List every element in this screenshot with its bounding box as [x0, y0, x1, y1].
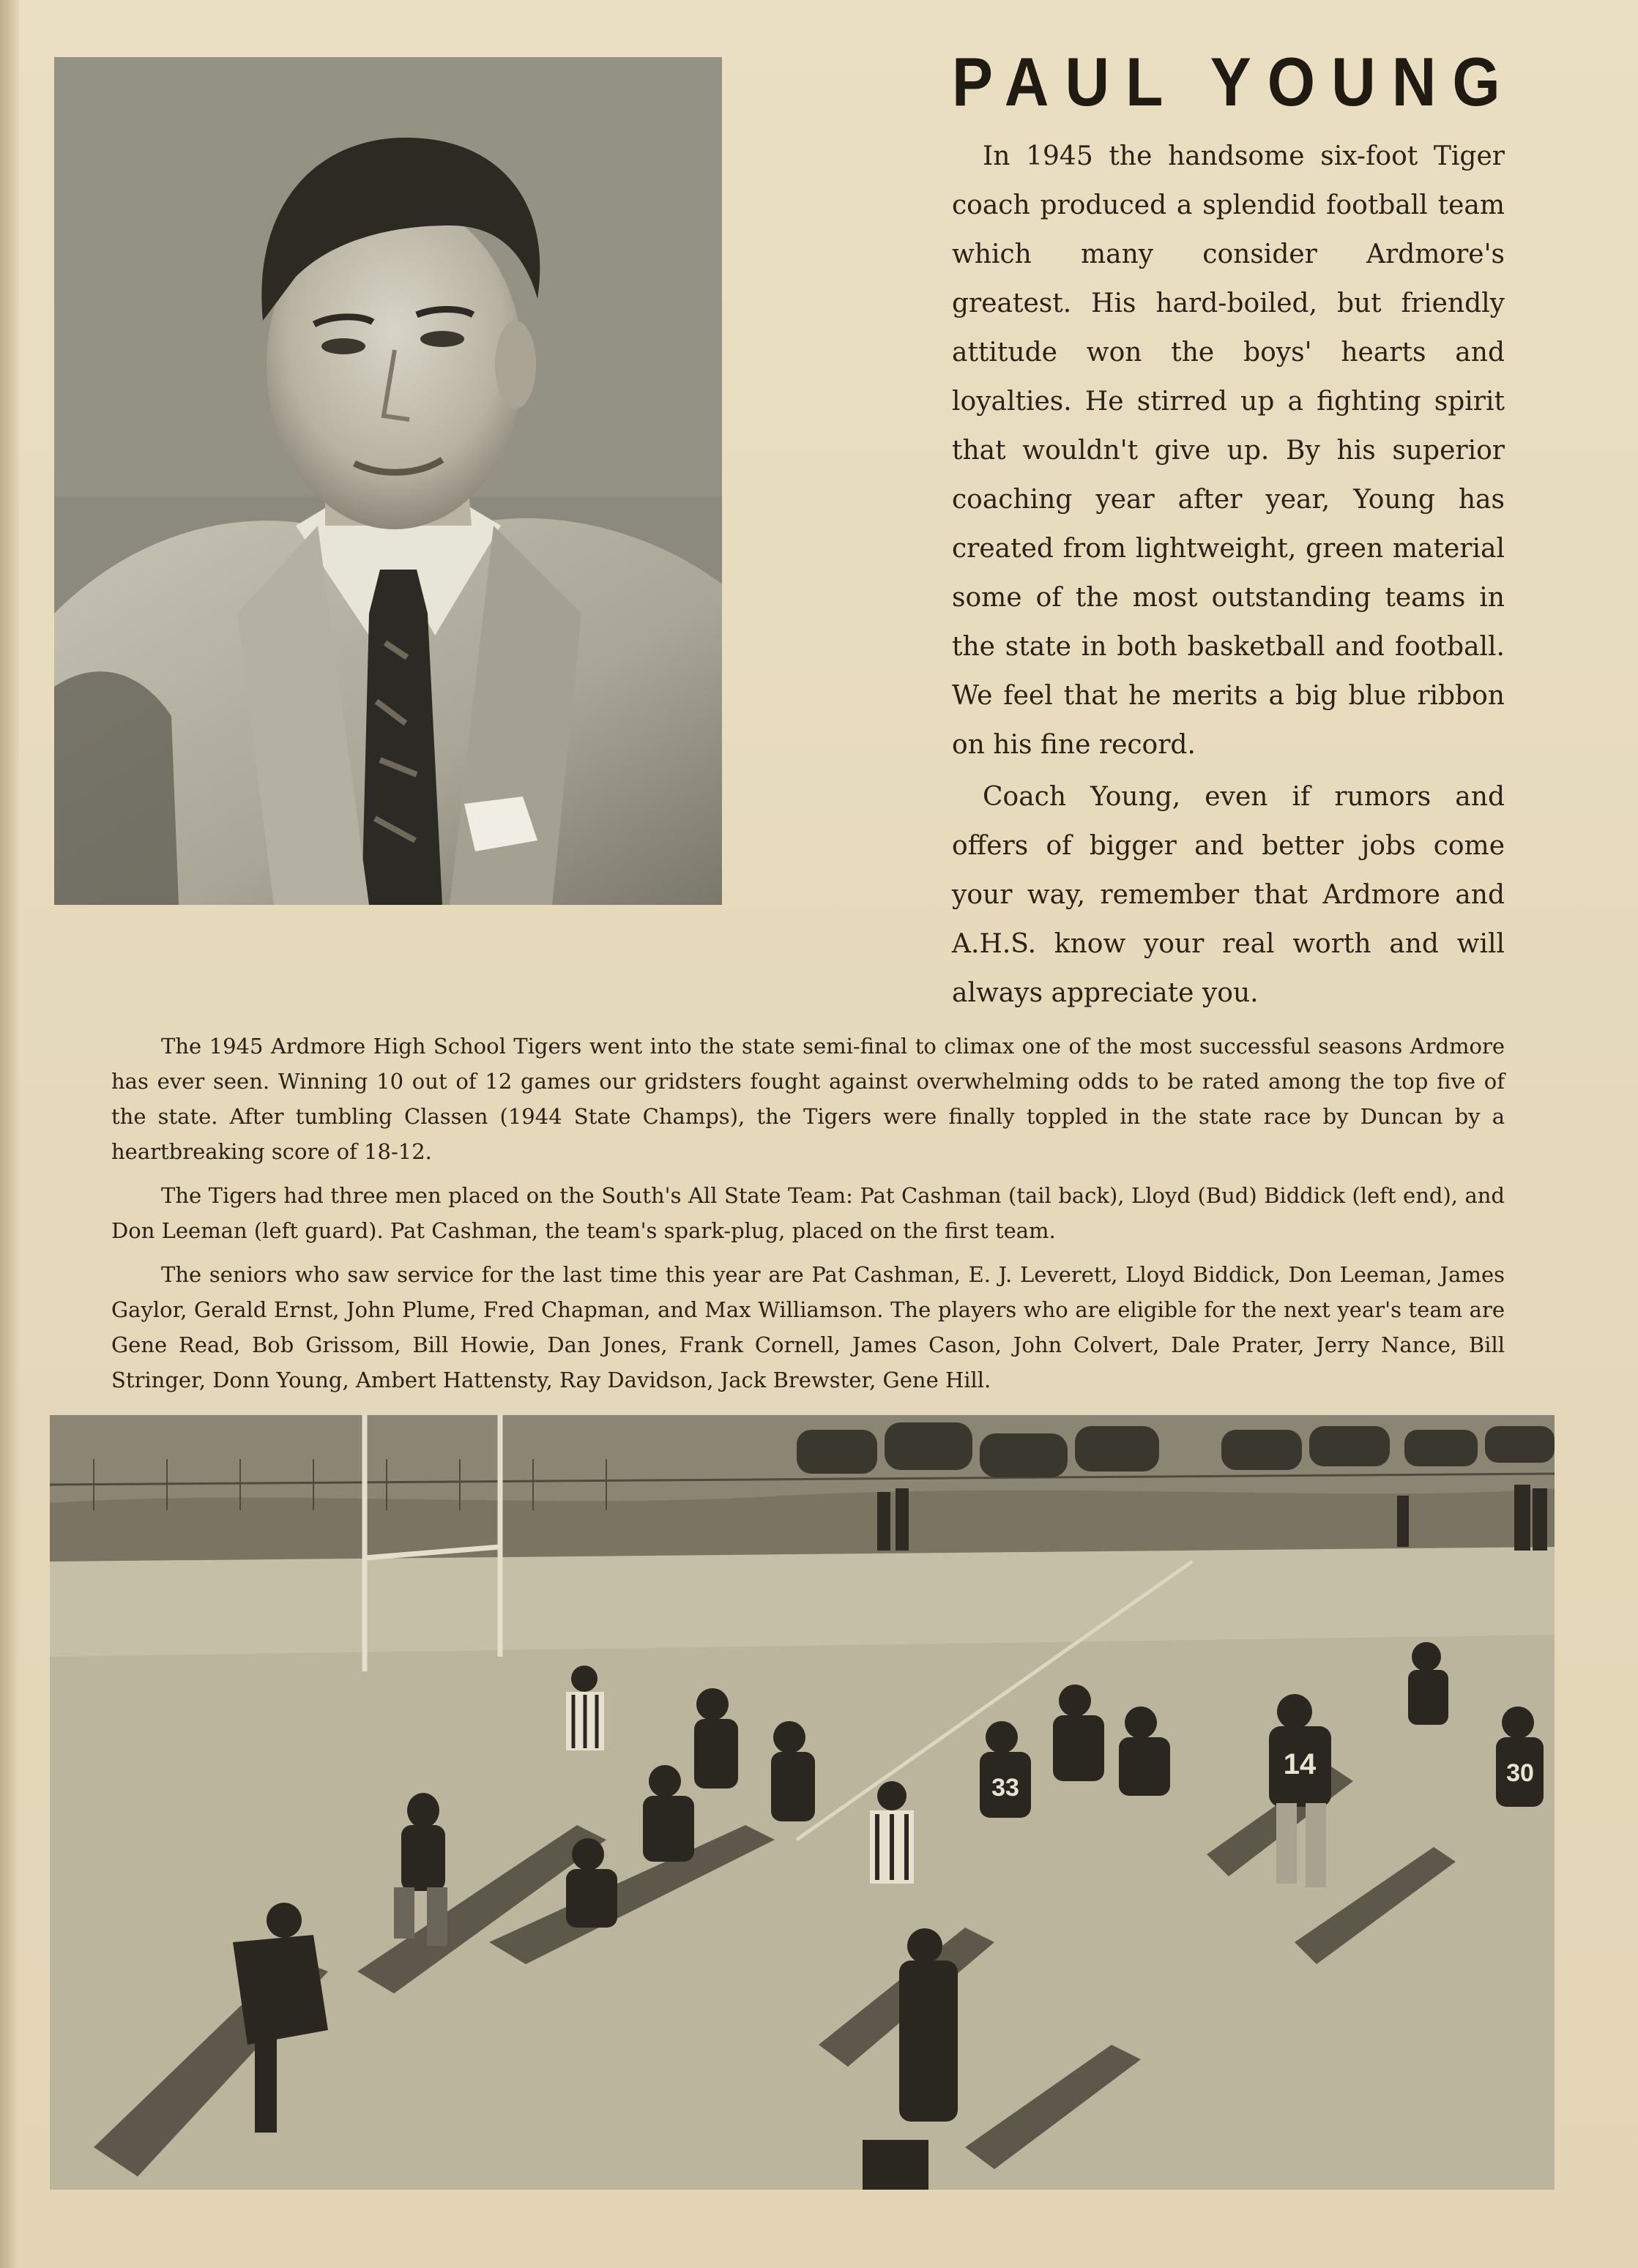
bio-paragraph: In 1945 the handsome six-foot Tiger coach produced a splendid football team which many consider Ardmore's greatest. His hard-boiled, but friendly attitude won the boys' hearts and loyalties. He stirred up a fighting spirit that wouldn't give up. By his superior coaching year after year, Young has created from lightweight, green material some of the most outstanding teams in the state in both basketball and football. We feel that he merits a big blue ribbon on his fine record.	[952, 141, 1505, 760]
page-title: PAUL YOUNG	[952, 43, 1516, 121]
football-game-photo	[50, 1415, 1555, 2190]
coach-bio	[952, 132, 1505, 1018]
coach-portrait-drawing	[54, 57, 722, 905]
jersey-number-30: 30	[1506, 1759, 1534, 1787]
story-paragraph: The Tigers had three men placed on the South's All State Team: Pat Cashman (tail back), Lloyd (Bud) Biddick (left end), and Don Leeman (left guard). Pat Cashman, the team's spark-plug, placed on the first team.	[111, 1183, 1505, 1243]
season-story	[111, 1029, 1505, 1406]
football-game-drawing	[50, 1415, 1555, 2190]
coach-portrait-photo	[54, 57, 722, 905]
jersey-number-33: 33	[991, 1774, 1019, 1802]
jersey-number-14: 14	[1283, 1748, 1317, 1780]
page-binding-edge	[0, 0, 19, 2268]
story-paragraph: The 1945 Ardmore High School Tigers went into the state semi-final to climax one of the most successful seasons Ardmore has ever seen. Winning 10 out of 12 games our gridsters fought against overwhelming odds to be rated among the top five of the state. After tumbling Classen (1944 State Champs), the Tigers were finally toppled in the state race by Duncan by a heartbreaking score of 18-12.	[111, 1034, 1505, 1164]
bio-paragraph: Coach Young, even if rumors and offers of bigger and better jobs come your way, remember that Ardmore and A.H.S. know your real worth and will always appreciate you.	[952, 782, 1505, 1008]
story-paragraph: The seniors who saw service for the last time this year are Pat Cashman, E. J. Leverett, Lloyd Biddick, Don Leeman, James Gaylor, Gerald Ernst, John Plume, Fred Chapman, and Max Williamson. The players who are eligible for the next year's team are Gene Read, Bob Grissom, Bill Howie, Dan Jones, Frank Cornell, James Cason, John Colvert, Dale Prater, Jerry Nance, Bill Stringer, Donn Young, Ambert Hattensty, Ray Davidson, Jack Brewster, Gene Hill.	[111, 1262, 1505, 1392]
